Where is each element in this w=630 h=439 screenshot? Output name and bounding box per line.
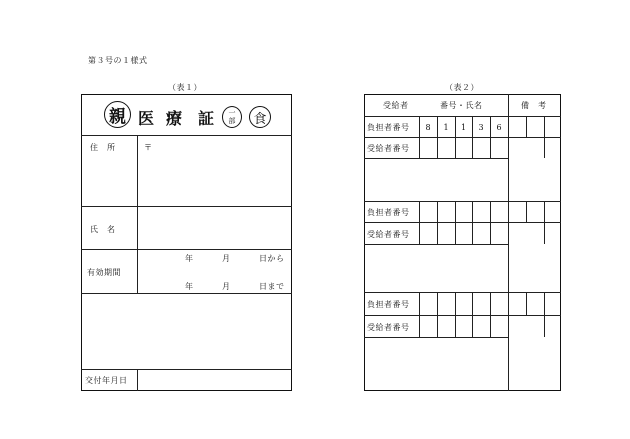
form-number-label: 第３号の１様式 <box>88 56 148 65</box>
payer-number-label: 負担者番号 <box>367 123 410 132</box>
digit-divider <box>526 116 527 137</box>
meal-stamp <box>249 106 271 128</box>
digit-divider <box>544 292 545 337</box>
digit-divider <box>437 201 438 244</box>
table1-caption: （表１） <box>168 83 202 92</box>
block-divider <box>364 201 561 202</box>
label-divider <box>419 292 420 337</box>
payer-digit-3: 1 <box>460 122 467 132</box>
block-divider <box>364 292 561 293</box>
digit-divider <box>455 201 456 244</box>
until-month: 月 <box>222 282 231 291</box>
parent-mark: 親 <box>109 107 126 127</box>
title-char-2: 療 <box>166 109 183 128</box>
from-month: 月 <box>222 254 231 263</box>
payer-digit-1: 8 <box>425 122 431 132</box>
header-number-name: 番号・氏名 <box>440 101 483 110</box>
issue-divider <box>81 369 292 370</box>
payer-digit-5: 6 <box>496 122 502 132</box>
name-label: 氏 名 <box>90 225 116 234</box>
postal-mark: 〒 <box>144 143 153 152</box>
title-char-1: 医 <box>138 109 155 128</box>
recipient-row-line <box>364 158 508 159</box>
from-day: 日から <box>259 254 285 263</box>
title-divider <box>81 135 292 136</box>
digit-divider <box>472 201 473 244</box>
table2-caption: （表２） <box>445 83 479 92</box>
payer-digit-2: 1 <box>443 122 449 132</box>
digit-divider <box>526 292 527 315</box>
address-divider <box>81 206 292 207</box>
recipient-number-label: 受給者番号 <box>367 230 410 239</box>
partial-stamp <box>222 106 242 128</box>
digit-divider <box>544 201 545 244</box>
from-year: 年 <box>185 254 194 263</box>
period-label: 有効期間 <box>87 268 121 277</box>
address-label: 住 所 <box>90 143 116 152</box>
until-year: 年 <box>185 282 194 291</box>
header-remarks: 備 考 <box>521 101 547 110</box>
partial-bottom: 部 <box>228 117 236 125</box>
label-divider <box>419 201 420 244</box>
table1-frame <box>81 94 292 391</box>
digit-divider <box>490 292 491 337</box>
payer-row-line <box>364 315 561 316</box>
digit-divider <box>455 292 456 337</box>
payer-row-line <box>364 137 561 138</box>
payer-digit-4: 3 <box>478 122 484 132</box>
digit-divider <box>437 292 438 337</box>
payer-number-label: 負担者番号 <box>367 208 410 217</box>
remarks-divider <box>508 94 509 391</box>
label-column-divider <box>137 135 138 293</box>
payer-row-line <box>364 222 561 223</box>
recipient-row-line <box>364 337 508 338</box>
recipient-number-label: 受給者番号 <box>367 144 410 153</box>
partial-top: 一 <box>228 109 236 117</box>
table2-frame <box>364 94 561 391</box>
period-divider <box>81 293 292 294</box>
until-day: 日まで <box>259 282 285 291</box>
digit-divider <box>490 201 491 244</box>
digit-divider <box>544 116 545 158</box>
title-char-3: 証 <box>198 109 215 128</box>
parent-stamp <box>104 101 131 128</box>
meal-mark: 食 <box>253 111 267 127</box>
issue-date-label: 交付年月日 <box>85 376 128 385</box>
recipient-row-line <box>364 244 508 245</box>
payer-number-label: 負担者番号 <box>367 300 410 309</box>
recipient-number-label: 受給者番号 <box>367 323 410 332</box>
header-recipient: 受給者 <box>383 101 409 110</box>
digit-divider <box>472 292 473 337</box>
digit-divider <box>526 201 527 222</box>
issue-column-divider <box>137 369 138 391</box>
name-divider <box>81 249 292 250</box>
